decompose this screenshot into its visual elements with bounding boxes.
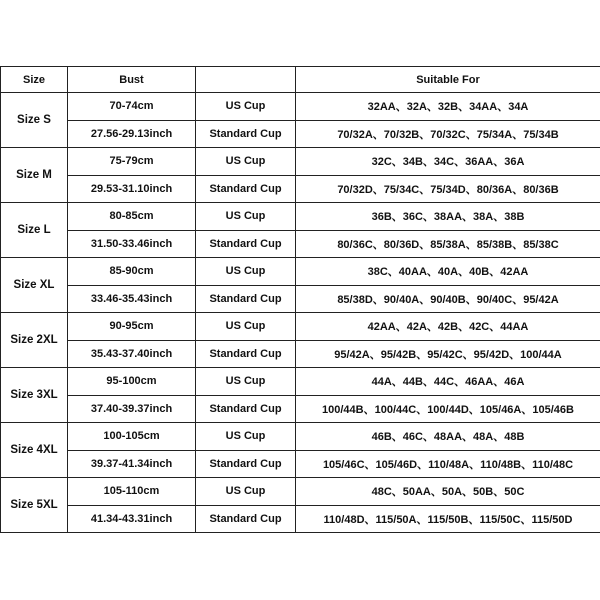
standard-cup-sizes: 70/32D、75/34C、75/34D、80/36A、80/36B: [296, 175, 600, 203]
size-rows: [1, 93, 600, 533]
bust-cm: 75-79cm: [68, 148, 196, 176]
table-row: [1, 423, 600, 451]
table-row: [1, 505, 600, 533]
standard-cup-sizes: 70/32A、70/32B、70/32C、75/34A、75/34B: [296, 120, 600, 148]
cup-type-us: US Cup: [196, 258, 296, 286]
cup-type-standard: Standard Cup: [196, 120, 296, 148]
size-label-4xl: Size 4XL: [1, 423, 68, 478]
table-row: [1, 258, 600, 286]
bust-cm: 90-95cm: [68, 313, 196, 341]
table-row: [1, 120, 600, 148]
cup-type-us: US Cup: [196, 368, 296, 396]
table-row: [1, 93, 600, 121]
standard-cup-sizes: 105/46C、105/46D、110/48A、110/48B、110/48C: [296, 450, 600, 478]
table-row: [1, 478, 600, 506]
bust-inch: 29.53-31.10inch: [68, 175, 196, 203]
bust-cm: 105-110cm: [68, 478, 196, 506]
cup-type-us: US Cup: [196, 203, 296, 231]
bust-inch: 39.37-41.34inch: [68, 450, 196, 478]
table-row: [1, 203, 600, 231]
bust-inch: 41.34-43.31inch: [68, 505, 196, 533]
cup-type-us: US Cup: [196, 313, 296, 341]
size-label-xl: Size XL: [1, 258, 68, 313]
size-chart-table: [0, 66, 600, 533]
bust-inch: 33.46-35.43inch: [68, 285, 196, 313]
cup-type-standard: Standard Cup: [196, 505, 296, 533]
cup-type-standard: Standard Cup: [196, 340, 296, 368]
size-label-m: Size M: [1, 148, 68, 203]
bust-cm: 70-74cm: [68, 93, 196, 121]
table-row: [1, 230, 600, 258]
standard-cup-sizes: 80/36C、80/36D、85/38A、85/38B、85/38C: [296, 230, 600, 258]
table-row: [1, 340, 600, 368]
table-row: [1, 395, 600, 423]
table-row: [1, 148, 600, 176]
table-row: [1, 175, 600, 203]
standard-cup-sizes: 100/44B、100/44C、100/44D、105/46A、105/46B: [296, 395, 600, 423]
table-row: [1, 313, 600, 341]
header-cup-type: [196, 67, 296, 93]
bust-cm: 80-85cm: [68, 203, 196, 231]
cup-type-standard: Standard Cup: [196, 450, 296, 478]
bust-cm: 100-105cm: [68, 423, 196, 451]
table-row: [1, 368, 600, 396]
cup-type-standard: Standard Cup: [196, 395, 296, 423]
us-cup-sizes: 36B、36C、38AA、38A、38B: [296, 203, 600, 231]
header-suitable-for: Suitable For: [296, 67, 600, 93]
size-label-3xl: Size 3XL: [1, 368, 68, 423]
bust-inch: 27.56-29.13inch: [68, 120, 196, 148]
size-label-s: Size S: [1, 93, 68, 148]
cup-type-standard: Standard Cup: [196, 175, 296, 203]
cup-type-standard: Standard Cup: [196, 285, 296, 313]
size-label-5xl: Size 5XL: [1, 478, 68, 533]
standard-cup-sizes: 95/42A、95/42B、95/42C、95/42D、100/44A: [296, 340, 600, 368]
cup-type-us: US Cup: [196, 423, 296, 451]
bust-inch: 35.43-37.40inch: [68, 340, 196, 368]
standard-cup-sizes: 110/48D、115/50A、115/50B、115/50C、115/50D: [296, 505, 600, 533]
us-cup-sizes: 44A、44B、44C、46AA、46A: [296, 368, 600, 396]
us-cup-sizes: 46B、46C、48AA、48A、48B: [296, 423, 600, 451]
us-cup-sizes: 38C、40AA、40A、40B、42AA: [296, 258, 600, 286]
us-cup-sizes: 32C、34B、34C、36AA、36A: [296, 148, 600, 176]
cup-type-us: US Cup: [196, 148, 296, 176]
size-label-l: Size L: [1, 203, 68, 258]
bust-cm: 85-90cm: [68, 258, 196, 286]
bust-inch: 31.50-33.46inch: [68, 230, 196, 258]
header-bust: Bust: [68, 67, 196, 93]
cup-type-standard: Standard Cup: [196, 230, 296, 258]
cup-type-us: US Cup: [196, 478, 296, 506]
size-label-2xl: Size 2XL: [1, 313, 68, 368]
header-row: [1, 67, 600, 93]
cup-type-us: US Cup: [196, 93, 296, 121]
header-size: Size: [1, 67, 68, 93]
standard-cup-sizes: 85/38D、90/40A、90/40B、90/40C、95/42A: [296, 285, 600, 313]
bust-inch: 37.40-39.37inch: [68, 395, 196, 423]
us-cup-sizes: 48C、50AA、50A、50B、50C: [296, 478, 600, 506]
us-cup-sizes: 32AA、32A、32B、34AA、34A: [296, 93, 600, 121]
table-row: [1, 450, 600, 478]
us-cup-sizes: 42AA、42A、42B、42C、44AA: [296, 313, 600, 341]
bust-cm: 95-100cm: [68, 368, 196, 396]
table-row: [1, 285, 600, 313]
